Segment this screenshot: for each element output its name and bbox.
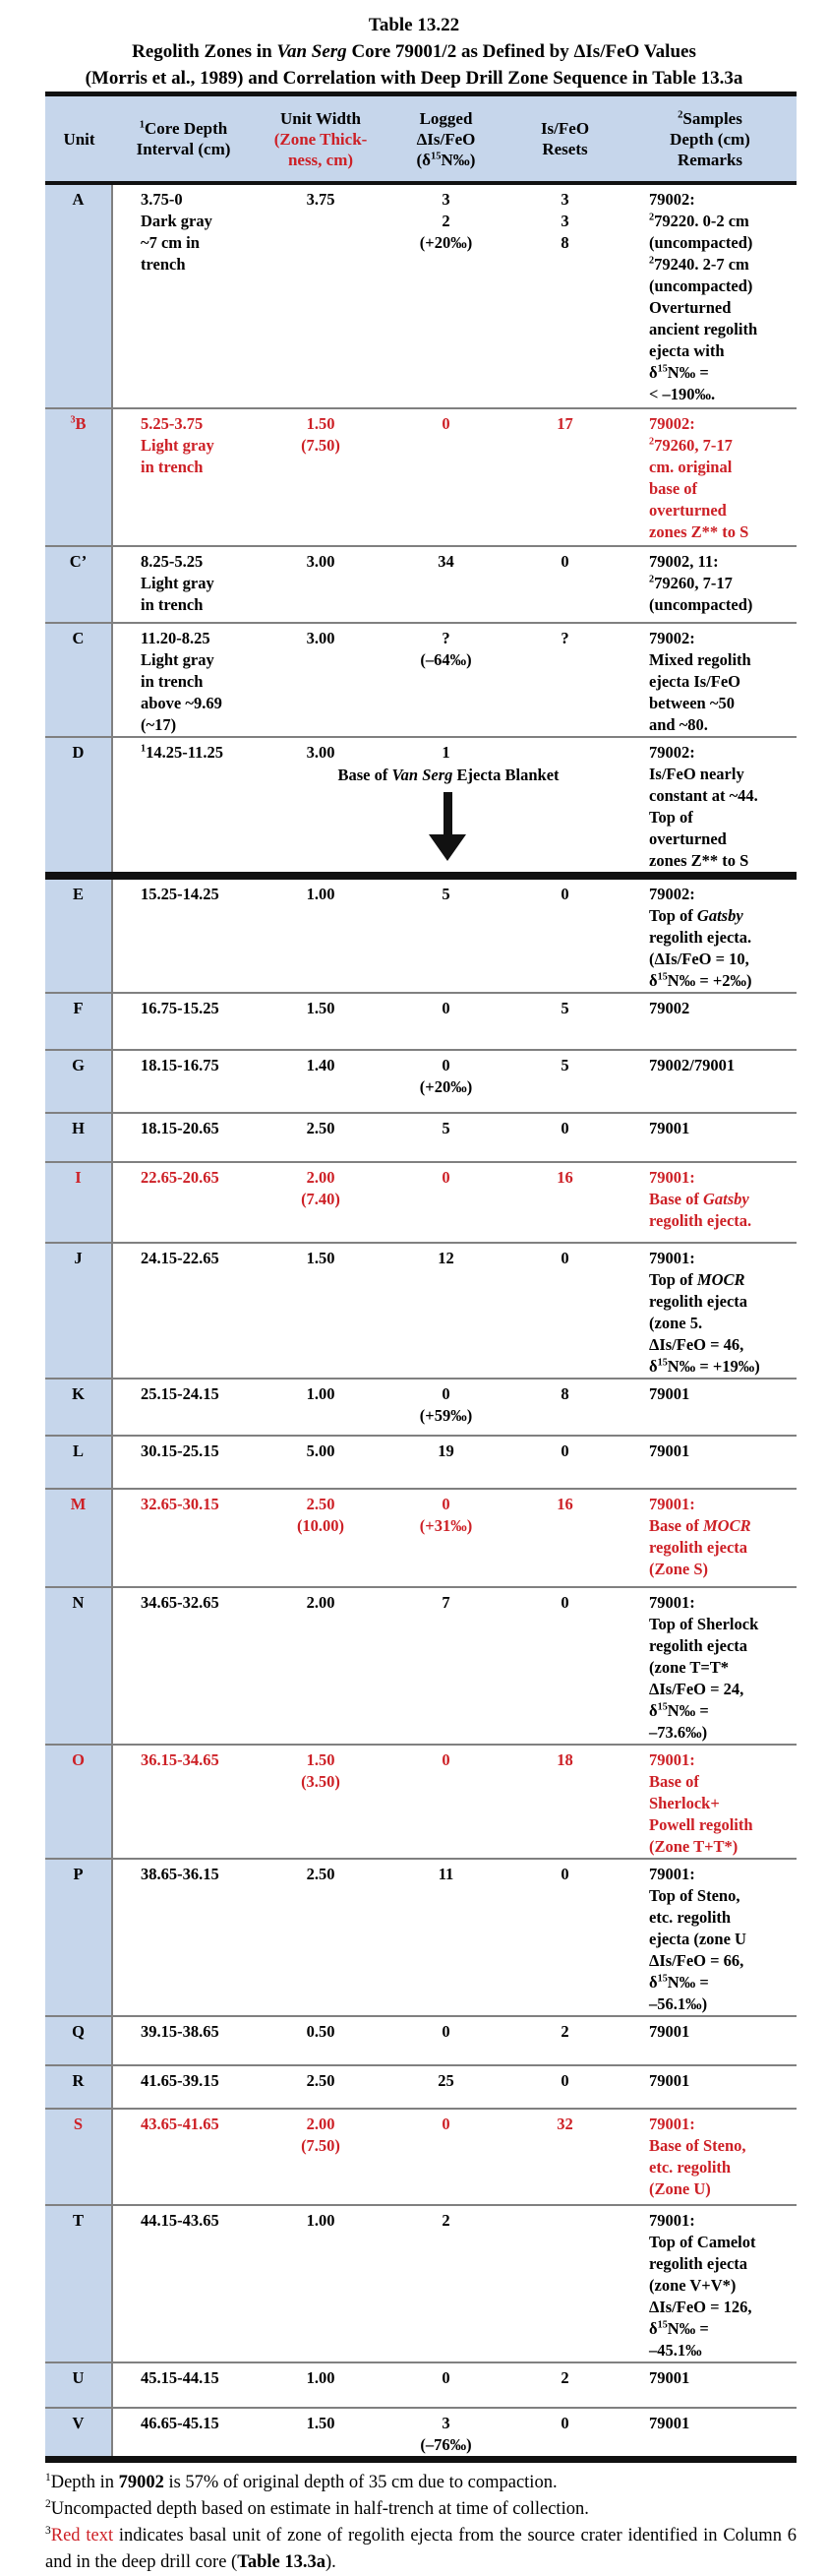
core-depth-interval-cell: 41.65-39.15	[141, 2071, 219, 2090]
logged-is-feo-cell: 19	[438, 1441, 454, 1460]
unit-cell: S	[45, 2110, 113, 2204]
core-depth-interval-cell: 5.25-3.75 Light gray in trench	[141, 414, 214, 476]
unit-width-cell: 2.00 (7.50)	[301, 2115, 340, 2155]
unit-width-cell: 2.50	[306, 1119, 335, 1137]
table-row-O	[45, 1746, 797, 1860]
logged-is-feo-cell: 1	[442, 743, 450, 762]
samples-remarks-cell: 79002/79001	[649, 1056, 736, 1074]
unit-width-cell: 2.00	[306, 1593, 335, 1612]
core-depth-interval-cell: 39.15-38.65	[141, 2022, 219, 2041]
table-row-N	[45, 1588, 797, 1746]
samples-remarks-cell: 79001	[649, 1119, 690, 1137]
samples-remarks-cell: 79001: Base of Gatsby regolith ejecta.	[649, 1168, 752, 1230]
logged-is-feo-cell: 0	[442, 2368, 450, 2387]
table-row-L	[45, 1437, 797, 1490]
table-row-T	[45, 2206, 797, 2363]
samples-remarks-cell: 79001: Base of MOCR regolith ejecta (Zone S)	[649, 1495, 751, 1578]
logged-is-feo-cell: 0	[442, 2022, 450, 2041]
table-row-I	[45, 1163, 797, 1244]
table-row-A	[45, 185, 797, 409]
unit-width-cell: 1.00	[306, 2211, 335, 2230]
unit-width-cell: 1.50	[306, 999, 335, 1017]
unit-cell: C’	[45, 547, 113, 622]
table-number-title: Table 13.22	[368, 15, 460, 35]
unit-cell: Q	[45, 2017, 113, 2064]
is-feo-resets-cell: 18	[557, 1750, 573, 1769]
is-feo-resets-cell	[504, 2206, 625, 2361]
core-depth-interval-cell: 36.15-34.65	[141, 1750, 219, 1769]
unit-width-cell: 1.50	[306, 1249, 335, 1267]
logged-is-feo-cell: 2	[442, 2211, 450, 2230]
unit-cell: K	[45, 1380, 113, 1435]
header-samples-remarks: $^2$Samples Depth (cm) Remarks	[670, 108, 750, 169]
table-row-3B	[45, 409, 797, 547]
table-title-line2: Regolith Zones in Van Serg Core 79001/2 as Defined by ΔIs/FeO Values	[132, 41, 696, 62]
samples-remarks-cell: 79001: Top of MOCR regolith ejecta (zone 5. ΔIs/FeO = 46, $\delta^{15}N‰$ = +19‰)	[649, 1249, 760, 1376]
is-feo-resets-cell: 3 3 8	[561, 190, 569, 252]
is-feo-resets-cell: ?	[561, 629, 569, 647]
core-depth-interval-cell: 45.15-44.15	[141, 2368, 219, 2387]
is-feo-resets-cell: 5	[561, 999, 569, 1017]
table-row-S	[45, 2110, 797, 2206]
unit-cell: A	[45, 185, 113, 407]
unit-cell: H	[45, 1114, 113, 1161]
table-row-D	[45, 738, 797, 880]
is-feo-resets-cell	[504, 738, 625, 872]
is-feo-resets-cell: 16	[557, 1168, 573, 1187]
samples-remarks-cell: 79001: Base of Sherlock+ Powell regolith (Zone T+T*)	[649, 1750, 753, 1856]
unit-width-cell: 1.50 (7.50)	[301, 414, 340, 455]
table-title-line3: (Morris et al., 1989) and Correlation with Deep Drill Zone Sequence in Table 13.3a	[85, 68, 743, 89]
table-body	[45, 185, 797, 2456]
footnotes	[45, 2470, 797, 2576]
core-depth-interval-cell: 46.65-45.15	[141, 2414, 219, 2432]
logged-is-feo-cell: 5	[442, 885, 450, 903]
table-row-F	[45, 994, 797, 1051]
unit-width-cell: 0.50	[306, 2022, 335, 2041]
header-is-feo-resets: Is/FeO Resets	[540, 119, 590, 158]
unit-cell: O	[45, 1746, 113, 1858]
samples-remarks-cell: 79002: $^2$79260, 7-17 cm. original base of overturned zones Z** to S	[649, 414, 749, 541]
core-depth-interval-cell: 11.20-8.25 Light gray in trench above ~9.69 (~17)	[141, 629, 222, 734]
logged-is-feo-cell: 0 (+31‰)	[419, 1495, 473, 1535]
unit-width-cell: 3.00	[306, 743, 335, 762]
core-depth-interval-cell: 30.15-25.15	[141, 1441, 219, 1460]
core-depth-interval-cell: 18.15-16.75	[141, 1056, 219, 1074]
core-depth-interval-cell: 34.65-32.65	[141, 1593, 219, 1612]
table-row-G	[45, 1051, 797, 1114]
is-feo-resets-cell: 0	[561, 2071, 569, 2090]
table-row-E	[45, 880, 797, 994]
logged-is-feo-cell: 0	[442, 2115, 450, 2133]
unit-width-cell: 1.50 (3.50)	[301, 1750, 340, 1791]
core-depth-interval-cell: 32.65-30.15	[141, 1495, 219, 1513]
table-title-block	[0, 12, 828, 92]
unit-cell: T	[45, 2206, 113, 2361]
table-row-K	[45, 1380, 797, 1437]
unit-width-cell: 1.00	[306, 1384, 335, 1403]
table-row-Q	[45, 2017, 797, 2066]
table-row-M	[45, 1490, 797, 1588]
is-feo-resets-cell: 0	[561, 552, 569, 571]
unit-cell: P	[45, 1860, 113, 2015]
logged-is-feo-cell: 5	[442, 1119, 450, 1137]
samples-remarks-cell: 79001	[649, 1441, 690, 1460]
is-feo-resets-cell: 0	[561, 885, 569, 903]
is-feo-resets-cell: 0	[561, 1249, 569, 1267]
logged-is-feo-cell: 0	[442, 414, 450, 433]
logged-is-feo-cell: 3 2 (+20‰)	[419, 190, 473, 252]
unit-cell: N	[45, 1588, 113, 1744]
core-depth-interval-cell: 43.65-41.65	[141, 2115, 219, 2133]
table-header-row	[45, 96, 797, 185]
core-depth-interval-cell: 8.25-5.25 Light gray in trench	[141, 552, 214, 614]
unit-width-cell: 1.00	[306, 2368, 335, 2387]
footnote-2: $^2$Uncompacted depth based on estimate in half-trench at time of collection.	[45, 2497, 589, 2519]
unit-cell: E	[45, 880, 113, 992]
logged-is-feo-cell: 0 (+59‰)	[419, 1384, 473, 1425]
table-row-C’	[45, 547, 797, 624]
samples-remarks-cell: 79002	[649, 999, 690, 1017]
logged-is-feo-cell: 12	[438, 1249, 454, 1267]
core-depth-interval-cell: 18.15-20.65	[141, 1119, 219, 1137]
samples-remarks-cell: 79002, 11: $^2$79260, 7-17 (uncompacted)	[649, 552, 753, 614]
samples-remarks-cell: 79001	[649, 2368, 690, 2387]
logged-is-feo-cell: 7	[442, 1593, 450, 1612]
table-row-C	[45, 624, 797, 738]
is-feo-resets-cell: 0	[561, 1865, 569, 1883]
unit-cell: R	[45, 2066, 113, 2108]
logged-is-feo-cell: ? (–64‰)	[420, 629, 472, 669]
core-depth-interval-cell: 15.25-14.25	[141, 885, 219, 903]
unit-cell: C	[45, 624, 113, 736]
logged-is-feo-cell: 11	[438, 1865, 454, 1883]
unit-cell: L	[45, 1437, 113, 1488]
unit-width-cell: 3.00	[306, 629, 335, 647]
unit-cell: V	[45, 2409, 113, 2456]
logged-is-feo-cell: 0	[442, 1750, 450, 1769]
samples-remarks-cell: 79001	[649, 2022, 690, 2041]
table-row-J	[45, 1244, 797, 1380]
samples-remarks-cell: 79001: Top of Camelot regolith ejecta (zone V+V*) ΔIs/FeO = 126, $\delta^{15}N‰$ = –45.1‰	[649, 2211, 756, 2360]
unit-cell: G	[45, 1051, 113, 1112]
is-feo-resets-cell: 16	[557, 1495, 573, 1513]
core-depth-interval-cell: 38.65-36.15	[141, 1865, 219, 1883]
is-feo-resets-cell: 17	[557, 414, 573, 433]
unit-width-cell: 1.40	[306, 1056, 335, 1074]
is-feo-resets-cell: 2	[561, 2022, 569, 2041]
is-feo-resets-cell: 0	[561, 1119, 569, 1137]
logged-is-feo-cell: 0	[442, 999, 450, 1017]
is-feo-resets-cell: 8	[561, 1384, 569, 1403]
core-depth-interval-cell: 22.65-20.65	[141, 1168, 219, 1187]
document-page	[0, 12, 828, 2572]
samples-remarks-cell: 79001	[649, 2414, 690, 2432]
unit-width-cell: 2.50	[306, 1865, 335, 1883]
unit-width-cell: 5.00	[306, 1441, 335, 1460]
header-logged-is-feo: Logged ΔIs/FeO $(\delta^{15}N‰)$	[416, 108, 476, 169]
core-depth-interval-cell: $^1$14.25-11.25	[141, 743, 223, 762]
ejecta-blanket-base-note: Base of Van Serg Ejecta Blanket	[337, 766, 560, 784]
samples-remarks-cell: 79001: Base of Steno, etc. regolith (Zone U)	[649, 2115, 746, 2198]
unit-width-cell: 3.00	[306, 552, 335, 571]
samples-remarks-cell: 79002: $^2$79220. 0-2 cm (uncompacted) $^2$79240. 2-7 cm (uncompacted) Overturned ancient regolith ejecta with $\delta^{15}N‰$ = < –190‰.	[649, 190, 758, 403]
core-depth-interval-cell: 25.15-24.15	[141, 1384, 219, 1403]
unit-cell: U	[45, 2363, 113, 2407]
is-feo-resets-cell: 0	[561, 1593, 569, 1612]
unit-cell: M	[45, 1490, 113, 1586]
table-row-V	[45, 2409, 797, 2456]
regolith-zones-table	[45, 92, 797, 2463]
core-depth-interval-cell: 44.15-43.65	[141, 2211, 219, 2230]
samples-remarks-cell: 79001: Top of Steno, etc. regolith ejecta (zone U ΔIs/FeO = 66, $\delta^{15}N‰$ = –56.1‰)	[649, 1865, 746, 2013]
is-feo-resets-cell: 5	[561, 1056, 569, 1074]
unit-width-cell: 2.00 (7.40)	[301, 1168, 340, 1208]
unit-cell: I	[45, 1163, 113, 1242]
core-depth-interval-cell: 3.75-0 Dark gray ~7 cm in trench	[141, 190, 212, 274]
samples-remarks-cell: 79002: Top of Gatsby regolith ejecta. (ΔIs/FeO = 10, $\delta^{15}N‰$ = +2‰)	[649, 885, 752, 990]
logged-is-feo-cell: 25	[438, 2071, 454, 2090]
unit-width-cell: 1.50	[306, 2414, 335, 2432]
unit-width-cell: 2.50	[306, 2071, 335, 2090]
is-feo-resets-cell: 0	[561, 2414, 569, 2432]
table-row-P	[45, 1860, 797, 2017]
is-feo-resets-cell: 2	[561, 2368, 569, 2387]
table-row-R	[45, 2066, 797, 2110]
table-row-U	[45, 2363, 797, 2409]
header-core-depth-interval: $^1$Core Depth Interval (cm)	[136, 119, 231, 158]
samples-remarks-cell: 79001	[649, 1384, 690, 1403]
logged-is-feo-cell: 0	[442, 1168, 450, 1187]
logged-is-feo-cell: 34	[438, 552, 454, 571]
header-unit-width: Unit Width (Zone Thick- ness, cm)	[273, 108, 368, 169]
unit-cell: $^3$B	[45, 409, 113, 545]
core-depth-interval-cell: 16.75-15.25	[141, 999, 219, 1017]
unit-width-cell: 2.50 (10.00)	[296, 1495, 345, 1535]
logged-is-feo-cell: 3 (–76‰)	[420, 2414, 472, 2454]
samples-remarks-cell: 79001	[649, 2071, 690, 2090]
down-arrow-icon	[444, 792, 452, 835]
unit-width-cell: 3.75	[306, 190, 335, 209]
unit-cell: F	[45, 994, 113, 1049]
unit-width-cell: 1.00	[306, 885, 335, 903]
core-depth-interval-cell: 24.15-22.65	[141, 1249, 219, 1267]
samples-remarks-cell: 79001: Top of Sherlock regolith ejecta (zone T=T* ΔIs/FeO = 24, $\delta^{15}N‰$ = –73.6‰)	[649, 1593, 759, 1742]
table-row-H	[45, 1114, 797, 1163]
down-arrow-icon	[429, 834, 466, 861]
samples-remarks-cell: 79002: Mixed regolith ejecta Is/FeO between ~50 and ~80.	[649, 629, 751, 734]
is-feo-resets-cell: 0	[561, 1441, 569, 1460]
unit-cell: J	[45, 1244, 113, 1378]
footnote-3: $^3$Red text indicates basal unit of zone of regolith ejecta from the source crater identified in Column 6 and in the deep drill core (Table 13.3a).	[45, 2524, 798, 2572]
is-feo-resets-cell: 32	[557, 2115, 573, 2133]
samples-remarks-cell: 79002: Is/FeO nearly constant at ~44. Top of overturned zones Z** to S	[649, 743, 758, 870]
logged-is-feo-cell: 0 (+20‰)	[419, 1056, 473, 1096]
footnote-1: $^1$Depth in 79002 is 57% of original depth of 35 cm due to compaction.	[45, 2471, 558, 2492]
header-unit: Unit	[63, 129, 95, 149]
unit-cell: D	[45, 738, 113, 872]
